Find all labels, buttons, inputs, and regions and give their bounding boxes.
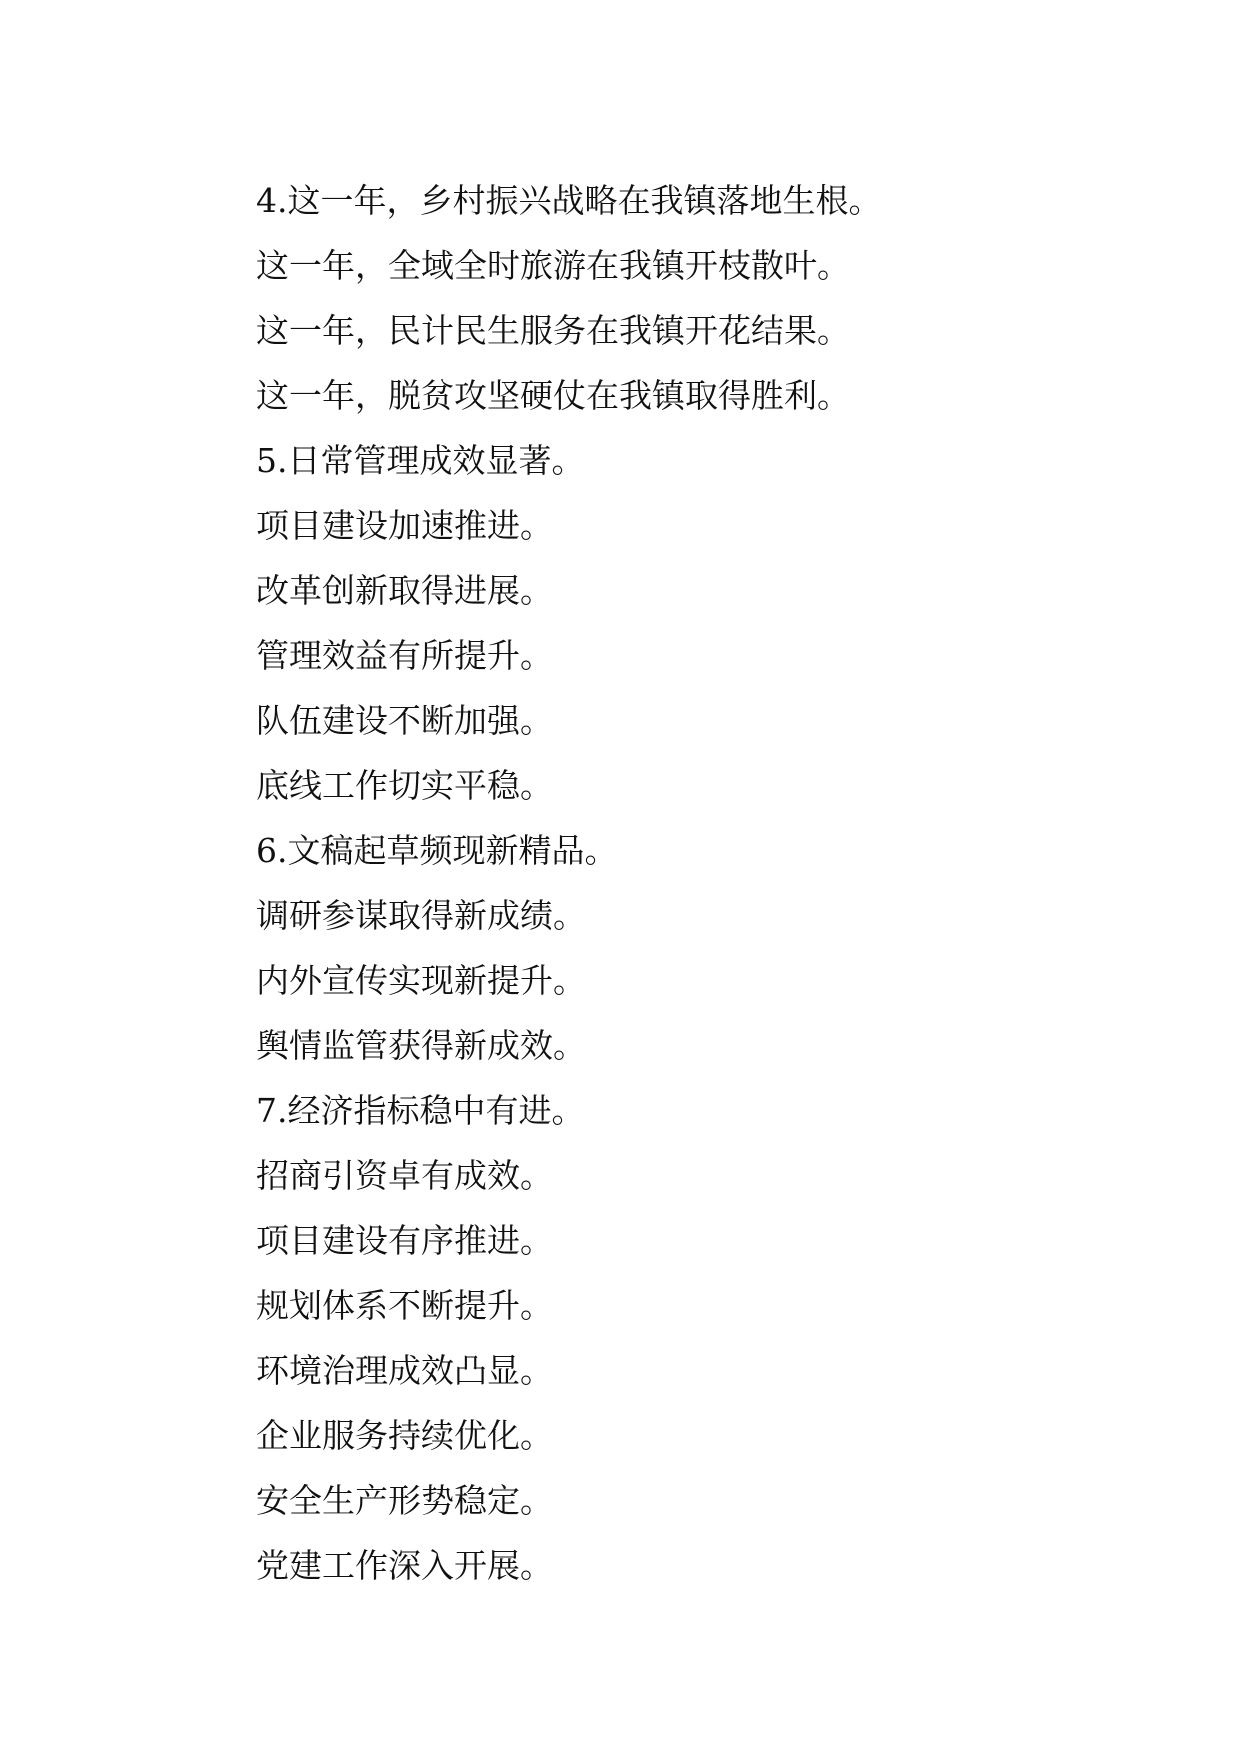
text-line: 招商引资卓有成效。 <box>256 1156 553 1195</box>
text-line: 底线工作切实平稳。 <box>256 766 553 805</box>
text-line: 内外宣传实现新提升。 <box>256 961 586 1000</box>
text-line: 这一年，全域全时旅游在我镇开枝散叶。 <box>256 246 850 285</box>
text-line: 这一年，民计民生服务在我镇开花结果。 <box>256 311 850 350</box>
text-line: 这一年，脱贫攻坚硬仗在我镇取得胜利。 <box>256 376 850 415</box>
heading-item-4: 4.这一年，乡村振兴战略在我镇落地生根。 <box>256 181 882 220</box>
heading-item-7: 7.经济指标稳中有进。 <box>256 1091 585 1130</box>
heading-item-6: 6.文稿起草频现新精品。 <box>256 831 618 870</box>
text-line: 队伍建设不断加强。 <box>256 701 553 740</box>
text-line: 环境治理成效凸显。 <box>256 1351 553 1390</box>
text-line: 项目建设加速推进。 <box>256 506 553 545</box>
text-line: 改革创新取得进展。 <box>256 571 553 610</box>
text-line: 项目建设有序推进。 <box>256 1221 553 1260</box>
document-body <box>256 168 1156 1598</box>
text-line: 安全生产形势稳定。 <box>256 1481 553 1520</box>
text-line: 党建工作深入开展。 <box>256 1546 553 1585</box>
text-line: 管理效益有所提升。 <box>256 636 553 675</box>
text-line: 企业服务持续优化。 <box>256 1416 553 1455</box>
text-line: 规划体系不断提升。 <box>256 1286 553 1325</box>
text-line: 调研参谋取得新成绩。 <box>256 896 586 935</box>
text-line: 舆情监管获得新成效。 <box>256 1026 586 1065</box>
heading-item-5: 5.日常管理成效显著。 <box>256 441 585 480</box>
